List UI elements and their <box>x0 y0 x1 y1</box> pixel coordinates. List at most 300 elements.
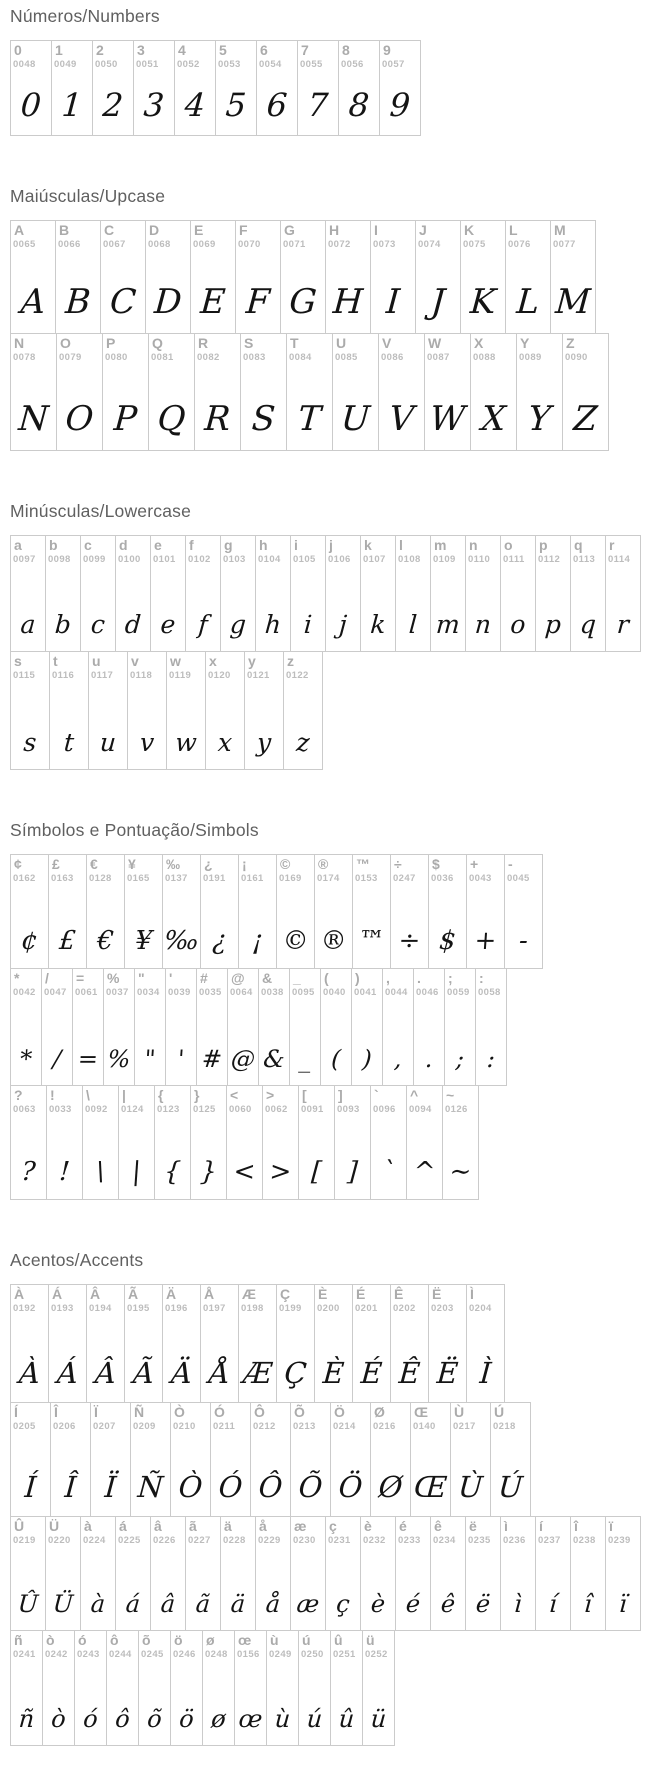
glyph-cell <box>103 968 135 1086</box>
cell-char-label: È <box>318 1286 328 1302</box>
cell-glyph: Í <box>23 1470 38 1504</box>
cell-char-label: Ã <box>128 1286 139 1302</box>
cell-glyph: é <box>404 1590 422 1618</box>
glyph-cell <box>395 1516 431 1631</box>
cell-unicode-code: 0051 <box>136 59 159 70</box>
cell-glyph: ; <box>454 1045 466 1073</box>
glyph-row <box>10 1516 661 1631</box>
cell-char-label: I <box>374 222 378 238</box>
cell-unicode-code: 0063 <box>13 1104 36 1115</box>
glyph-table <box>10 1284 661 1746</box>
cell-glyph: b <box>53 610 73 639</box>
glyph-cell <box>220 535 256 652</box>
glyph-cell <box>360 1516 396 1631</box>
glyph-cell <box>10 854 49 969</box>
cell-glyph: 6 <box>265 86 289 124</box>
cell-unicode-code: 0216 <box>373 1421 396 1432</box>
cell-char-label: Ç <box>280 1286 291 1302</box>
cell-unicode-code: 0224 <box>83 1535 106 1546</box>
section-title: Minúsculas/Lowercase <box>10 501 192 521</box>
cell-glyph: ì <box>513 1590 523 1618</box>
glyph-cell <box>289 968 321 1086</box>
cell-glyph: # <box>200 1045 224 1073</box>
glyph-cell <box>490 1402 531 1517</box>
glyph-section-accents <box>10 1250 661 1746</box>
cell-char-label: ~ <box>446 1087 455 1103</box>
cell-unicode-code: 0056 <box>341 59 364 70</box>
cell-char-label: ` <box>374 1087 379 1103</box>
cell-glyph: ö <box>178 1705 195 1733</box>
glyph-cell <box>406 1085 443 1200</box>
glyph-cell <box>428 1284 467 1403</box>
glyph-cell <box>325 1516 361 1631</box>
cell-char-label: ) <box>355 970 360 986</box>
cell-glyph: æ <box>295 1590 321 1618</box>
cell-char-label: ü <box>366 1632 375 1648</box>
glyph-cell <box>10 1402 51 1517</box>
cell-unicode-code: 0199 <box>279 1303 302 1314</box>
section-title: Números/Numbers <box>10 6 160 26</box>
glyph-cell <box>314 854 353 969</box>
glyph-cell <box>115 1516 151 1631</box>
glyph-cell <box>382 968 414 1086</box>
cell-unicode-code: 0248 <box>205 1649 228 1660</box>
cell-char-label: ã <box>189 1518 197 1534</box>
glyph-section-symbols <box>10 820 661 1200</box>
glyph-cell <box>428 854 467 969</box>
glyph-cell <box>220 1516 256 1631</box>
cell-char-label: q <box>574 537 583 553</box>
cell-unicode-code: 0247 <box>393 873 416 884</box>
cell-glyph: u <box>98 728 118 757</box>
glyph-cell <box>165 968 197 1086</box>
cell-char-label: ] <box>338 1087 343 1103</box>
cell-unicode-code: 0059 <box>447 987 470 998</box>
cell-unicode-code: 0252 <box>365 1649 388 1660</box>
cell-char-label: * <box>14 970 20 986</box>
cell-unicode-code: 0070 <box>238 239 261 250</box>
cell-glyph: í <box>548 1590 558 1618</box>
cell-glyph: ü <box>369 1705 388 1733</box>
cell-glyph: a <box>19 610 37 639</box>
cell-unicode-code: 0091 <box>301 1104 324 1115</box>
glyph-cell <box>535 1516 571 1631</box>
glyph-cell <box>286 333 333 451</box>
cell-glyph: p <box>543 610 563 639</box>
cell-char-label: L <box>509 222 518 238</box>
glyph-cell <box>10 535 46 652</box>
cell-unicode-code: 0115 <box>13 670 36 681</box>
glyph-cell <box>290 1516 326 1631</box>
glyph-cell <box>194 333 241 451</box>
cell-unicode-code: 0038 <box>261 987 284 998</box>
cell-glyph: r <box>616 610 630 639</box>
glyph-cell <box>10 1630 43 1746</box>
glyph-cell <box>48 854 87 969</box>
glyph-cell <box>154 1085 191 1200</box>
cell-glyph: Õ <box>297 1470 324 1504</box>
cell-unicode-code: 0107 <box>363 554 386 565</box>
cell-glyph: U <box>339 399 372 439</box>
glyph-cell <box>80 535 116 652</box>
cell-char-label: o <box>504 537 513 553</box>
glyph-cell <box>10 1284 49 1403</box>
cell-char-label: f <box>189 537 194 553</box>
cell-char-label: ™ <box>356 856 370 872</box>
cell-glyph: Ú <box>497 1470 524 1504</box>
cell-unicode-code: 0137 <box>165 873 188 884</box>
cell-unicode-code: 0203 <box>431 1303 454 1314</box>
glyph-section-uppercase <box>10 186 661 451</box>
glyph-cell <box>466 1284 505 1403</box>
cell-char-label: Y <box>520 335 530 351</box>
cell-char-label: ® <box>318 856 329 872</box>
cell-unicode-code: 0120 <box>208 670 231 681</box>
glyph-table <box>10 220 661 451</box>
glyph-cell <box>500 1516 536 1631</box>
cell-unicode-code: 0074 <box>418 239 441 250</box>
cell-unicode-code: 0081 <box>151 352 174 363</box>
cell-char-label: ê <box>434 1518 442 1534</box>
glyph-cell <box>145 220 191 334</box>
cell-char-label: v <box>131 653 139 669</box>
cell-glyph: ¿ <box>211 926 228 956</box>
glyph-cell <box>395 535 431 652</box>
cell-char-label: 6 <box>260 42 268 58</box>
cell-char-label: â <box>154 1518 162 1534</box>
cell-char-label: Õ <box>294 1404 305 1420</box>
cell-unicode-code: 0085 <box>335 352 358 363</box>
glyph-cell <box>234 1630 267 1746</box>
cell-glyph: O <box>64 399 95 439</box>
cell-glyph: s <box>22 728 38 757</box>
cell-glyph: \ <box>95 1157 106 1187</box>
cell-char-label: ø <box>206 1632 215 1648</box>
cell-char-label: Ó <box>214 1404 225 1420</box>
cell-glyph: ú <box>305 1705 324 1733</box>
cell-unicode-code: 0054 <box>259 59 282 70</box>
cell-unicode-code: 0037 <box>106 987 129 998</box>
cell-unicode-code: 0116 <box>52 670 75 681</box>
cell-unicode-code: 0112 <box>538 554 561 565</box>
cell-unicode-code: 0250 <box>301 1649 324 1660</box>
cell-glyph: Œ <box>412 1470 449 1504</box>
glyph-cell <box>162 1284 201 1403</box>
cell-unicode-code: 0057 <box>382 59 405 70</box>
glyph-cell <box>46 1085 83 1200</box>
cell-glyph: . <box>424 1045 434 1073</box>
cell-glyph: Â <box>93 1356 118 1390</box>
glyph-cell <box>379 40 421 136</box>
cell-unicode-code: 0082 <box>197 352 220 363</box>
cell-char-label: r <box>609 537 615 553</box>
glyph-cell <box>185 1516 221 1631</box>
cell-glyph: F <box>244 282 272 322</box>
cell-glyph: > <box>268 1157 293 1187</box>
cell-glyph: k <box>369 610 387 639</box>
cell-glyph: £ <box>58 926 77 956</box>
cell-char-label: á <box>119 1518 127 1534</box>
cell-glyph: 0 <box>19 86 43 124</box>
cell-glyph: o <box>509 610 527 639</box>
cell-glyph: ë <box>474 1590 492 1618</box>
cell-char-label: P <box>106 335 116 351</box>
cell-glyph: 4 <box>183 86 207 124</box>
glyph-cell <box>325 535 361 652</box>
cell-glyph: M <box>554 282 592 322</box>
glyph-cell <box>48 1284 87 1403</box>
glyph-cell <box>49 651 89 770</box>
glyph-cell <box>10 40 52 136</box>
cell-glyph: W <box>428 399 467 439</box>
cell-glyph: ~ <box>448 1157 473 1187</box>
cell-char-label: Û <box>14 1518 25 1534</box>
cell-unicode-code: 0092 <box>85 1104 108 1115</box>
cell-glyph: " <box>143 1045 157 1073</box>
glyph-cell <box>550 220 596 334</box>
cell-char-label: Ä <box>166 1286 177 1302</box>
glyph-table <box>10 854 661 1200</box>
glyph-cell <box>297 40 339 136</box>
cell-char-label: œ <box>238 1632 252 1648</box>
cell-glyph: Ê <box>397 1356 422 1390</box>
cell-char-label: £ <box>52 856 60 872</box>
cell-glyph: 8 <box>347 86 371 124</box>
cell-char-label: Â <box>90 1286 101 1302</box>
cell-unicode-code: 0210 <box>173 1421 196 1432</box>
cell-glyph: ) <box>361 1045 373 1073</box>
cell-char-label: X <box>474 335 484 351</box>
cell-glyph: œ <box>237 1705 264 1733</box>
cell-glyph: S <box>250 399 277 439</box>
cell-unicode-code: 0128 <box>89 873 112 884</box>
cell-char-label: z <box>287 653 294 669</box>
glyph-cell <box>562 333 609 451</box>
cell-char-label: û <box>334 1632 343 1648</box>
cell-glyph: & <box>262 1045 286 1073</box>
cell-char-label: G <box>284 222 295 238</box>
cell-char-label: J <box>419 222 427 238</box>
cell-glyph: ã <box>194 1590 212 1618</box>
cell-unicode-code: 0050 <box>95 59 118 70</box>
cell-unicode-code: 0191 <box>203 873 226 884</box>
glyph-cell <box>283 651 323 770</box>
glyph-cell <box>138 1630 171 1746</box>
cell-glyph: Ù <box>457 1470 484 1504</box>
glyph-cell <box>10 1516 46 1631</box>
cell-char-label: R <box>198 335 209 351</box>
glyph-cell <box>290 1402 331 1517</box>
cell-unicode-code: 0095 <box>292 987 315 998</box>
cell-unicode-code: 0067 <box>103 239 126 250</box>
cell-glyph: I <box>384 282 402 322</box>
cell-char-label: d <box>119 537 128 553</box>
cell-char-label: é <box>399 1518 407 1534</box>
glyph-cell <box>92 40 134 136</box>
cell-glyph: ä <box>229 1590 247 1618</box>
glyph-cell <box>338 40 380 136</box>
cell-unicode-code: 0230 <box>293 1535 316 1546</box>
cell-char-label: K <box>464 222 475 238</box>
cell-unicode-code: 0040 <box>323 987 346 998</box>
cell-unicode-code: 0194 <box>89 1303 112 1314</box>
cell-glyph: Û <box>16 1590 40 1618</box>
cell-char-label: 7 <box>301 42 309 58</box>
cell-glyph: E <box>199 282 227 322</box>
cell-char-label: } <box>194 1087 200 1103</box>
cell-glyph: û <box>337 1705 356 1733</box>
glyph-cell <box>360 535 396 652</box>
cell-unicode-code: 0086 <box>381 352 404 363</box>
glyph-cell <box>50 1402 91 1517</box>
glyph-cell <box>330 1402 371 1517</box>
glyph-cell <box>442 1085 479 1200</box>
glyph-row <box>10 40 661 136</box>
glyph-cell <box>255 535 291 652</box>
glyph-cell <box>298 1630 331 1746</box>
cell-char-label: ö <box>174 1632 183 1648</box>
cell-unicode-code: 0035 <box>199 987 222 998</box>
glyph-cell <box>516 333 563 451</box>
glyph-cell <box>42 1630 75 1746</box>
cell-char-label: ñ <box>14 1632 23 1648</box>
cell-unicode-code: 0245 <box>141 1649 164 1660</box>
cell-char-label: ì <box>504 1518 508 1534</box>
cell-glyph: Ó <box>217 1470 244 1504</box>
cell-char-label: 0 <box>14 42 22 58</box>
glyph-table <box>10 40 661 136</box>
cell-char-label: S <box>244 335 254 351</box>
cell-char-label: " <box>138 970 145 986</box>
glyph-cell <box>196 968 228 1086</box>
cell-unicode-code: 0209 <box>133 1421 156 1432</box>
cell-char-label: ù <box>270 1632 279 1648</box>
cell-unicode-code: 0090 <box>565 352 588 363</box>
glyph-cell <box>100 220 146 334</box>
cell-glyph: Ë <box>435 1356 460 1390</box>
cell-glyph: | <box>131 1157 142 1187</box>
cell-char-label: 5 <box>219 42 227 58</box>
cell-unicode-code: 0249 <box>269 1649 292 1660</box>
glyph-cell <box>226 1085 263 1200</box>
glyph-cell <box>570 1516 606 1631</box>
cell-glyph: ñ <box>17 1705 36 1733</box>
cell-char-label: è <box>364 1518 372 1534</box>
cell-char-label: Ï <box>94 1404 98 1420</box>
cell-char-label: Ñ <box>134 1404 145 1420</box>
cell-glyph: ' <box>176 1045 186 1073</box>
glyph-cell <box>351 968 383 1086</box>
cell-glyph: â <box>159 1590 177 1618</box>
cell-unicode-code: 0125 <box>193 1104 216 1115</box>
cell-unicode-code: 0126 <box>445 1104 468 1115</box>
cell-char-label: Ò <box>174 1404 185 1420</box>
cell-glyph: + <box>473 926 498 956</box>
cell-unicode-code: 0079 <box>59 352 82 363</box>
cell-char-label: ò <box>46 1632 55 1648</box>
cell-unicode-code: 0069 <box>193 239 216 250</box>
glyph-cell <box>133 40 175 136</box>
cell-glyph: < <box>232 1157 257 1187</box>
cell-char-label: ï <box>609 1518 613 1534</box>
glyph-cell <box>148 333 195 451</box>
glyph-row <box>10 1085 661 1200</box>
cell-unicode-code: 0064 <box>230 987 253 998</box>
cell-glyph: õ <box>146 1705 163 1733</box>
cell-unicode-code: 0088 <box>473 352 496 363</box>
cell-unicode-code: 0048 <box>13 59 36 70</box>
glyph-cell <box>413 968 445 1086</box>
glyph-cell <box>170 1402 211 1517</box>
cell-unicode-code: 0162 <box>13 873 36 884</box>
cell-unicode-code: 0225 <box>118 1535 141 1546</box>
cell-char-label: ç <box>329 1518 337 1534</box>
cell-char-label: ä <box>224 1518 232 1534</box>
glyph-cell <box>86 1284 125 1403</box>
cell-char-label: B <box>59 222 70 238</box>
cell-unicode-code: 0098 <box>48 554 71 565</box>
cell-glyph: ê <box>439 1590 457 1618</box>
cell-unicode-code: 0196 <box>165 1303 188 1314</box>
cell-unicode-code: 0052 <box>177 59 200 70</box>
glyph-cell <box>74 1630 107 1746</box>
cell-char-label: m <box>434 537 447 553</box>
cell-glyph: m <box>435 610 461 639</box>
cell-glyph: , <box>393 1045 403 1073</box>
cell-unicode-code: 0232 <box>363 1535 386 1546</box>
cell-glyph: Y <box>526 399 553 439</box>
cell-unicode-code: 0153 <box>355 873 378 884</box>
cell-unicode-code: 0080 <box>105 352 128 363</box>
cell-char-label: ? <box>14 1087 23 1103</box>
cell-unicode-code: 0101 <box>153 554 176 565</box>
cell-glyph: = <box>76 1045 100 1073</box>
glyph-cell <box>415 220 461 334</box>
cell-char-label: _ <box>293 970 301 986</box>
cell-glyph: i <box>302 610 314 639</box>
cell-unicode-code: 0226 <box>153 1535 176 1546</box>
cell-glyph: R <box>203 399 232 439</box>
cell-char-label: 1 <box>55 42 63 58</box>
cell-char-label: Q <box>152 335 163 351</box>
cell-char-label: Ø <box>374 1404 385 1420</box>
glyph-cell <box>205 651 245 770</box>
cell-unicode-code: 0205 <box>13 1421 36 1432</box>
cell-char-label: / <box>45 970 49 986</box>
cell-unicode-code: 0140 <box>413 1421 436 1432</box>
section-title: Acentos/Accents <box>10 1250 144 1270</box>
cell-glyph: Z <box>572 399 599 439</box>
cell-char-label: N <box>14 335 25 351</box>
cell-unicode-code: 0076 <box>508 239 531 250</box>
cell-glyph: { <box>163 1157 182 1187</box>
cell-unicode-code: 0043 <box>469 873 492 884</box>
cell-glyph: Ã <box>131 1356 156 1390</box>
glyph-row <box>10 968 661 1086</box>
cell-char-label: ó <box>78 1632 87 1648</box>
cell-glyph: d <box>123 610 143 639</box>
cell-char-label: Ë <box>432 1286 442 1302</box>
cell-unicode-code: 0123 <box>157 1104 180 1115</box>
glyph-section-numbers <box>10 6 661 136</box>
cell-char-label: ( <box>324 970 329 986</box>
cell-glyph: ò <box>50 1705 67 1733</box>
glyph-cell <box>352 854 391 969</box>
cell-glyph: É <box>359 1356 384 1390</box>
cell-unicode-code: 0094 <box>409 1104 432 1115</box>
glyph-cell <box>235 220 281 334</box>
cell-unicode-code: 0072 <box>328 239 351 250</box>
